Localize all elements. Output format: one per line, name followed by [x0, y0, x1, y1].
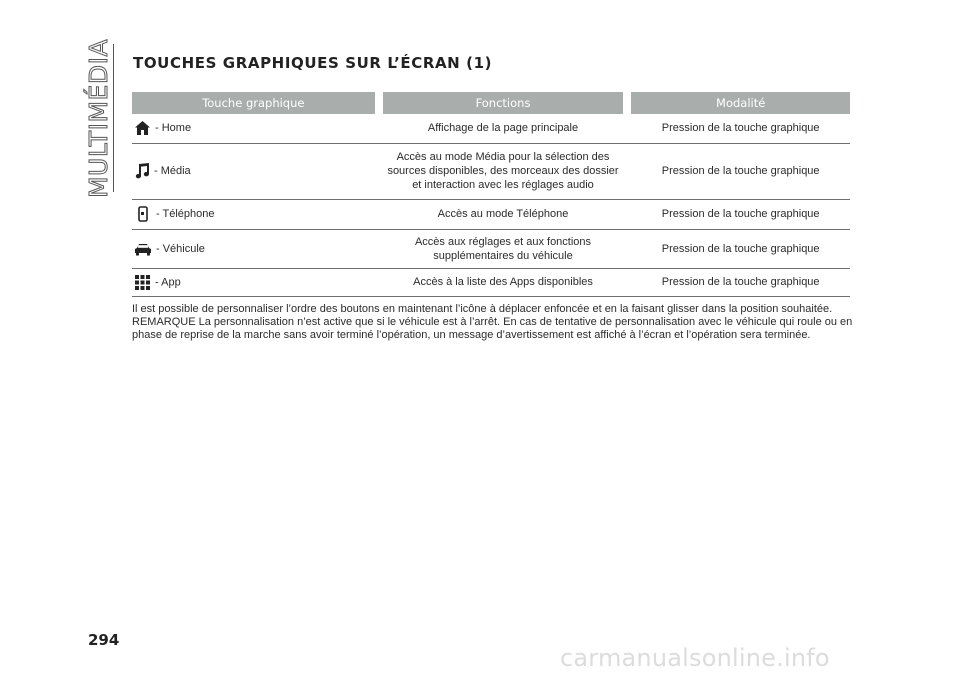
watermark: carmanualsonline.info [560, 644, 830, 672]
mode-cell: Pression de la touche graphique [631, 114, 850, 143]
table-row [132, 229, 850, 268]
mode-cell: Pression de la touche graphique [631, 199, 850, 229]
home-icon [134, 120, 151, 136]
function-cell: Accès au mode Téléphone [383, 199, 624, 229]
header-gap [623, 92, 631, 114]
notes [132, 303, 860, 342]
mode-cell: Pression de la touche graphique [631, 229, 850, 268]
function-cell: Accès aux réglages et aux fonctions supplémentaires du véhicule [383, 229, 624, 268]
section-divider [113, 44, 114, 192]
table-header-row [132, 92, 850, 114]
header-mode: Modalité [631, 92, 850, 114]
key-cell [132, 114, 375, 143]
header-graphic-key: Touche graphique [132, 92, 375, 114]
section-tab [82, 38, 116, 198]
page-number: 294 [88, 631, 120, 649]
function-cell: Accès à la liste des Apps disponibles [383, 268, 624, 296]
key-cell [132, 143, 375, 199]
section-tab-label: MULTIMÉDIA [84, 38, 114, 198]
table-row [132, 268, 850, 296]
graphic-keys-table [132, 92, 850, 297]
table-row [132, 143, 850, 199]
app-grid-icon [134, 274, 151, 291]
header-gap [375, 92, 383, 114]
phone-icon [134, 206, 152, 222]
car-icon [134, 242, 152, 256]
page-title: TOUCHES GRAPHIQUES SUR L’ÉCRAN (1) [133, 54, 493, 72]
function-cell: Accès au mode Média pour la sélection des sources disponibles, des morceaux des dossier et interaction avec les réglages audio [383, 143, 624, 199]
key-label: - Téléphone [156, 207, 215, 220]
mode-cell: Pression de la touche graphique [631, 143, 850, 199]
key-cell [132, 229, 375, 268]
mode-cell: Pression de la touche graphique [631, 268, 850, 296]
function-cell: Affichage de la page principale [383, 114, 624, 143]
remark-paragraph: REMARQUE La personnalisation n’est active que si le véhicule est à l’arrêt. En cas de tentative de personnalisation avec le véhicule qui roule ou en phase de reprise de la marche sans avoir terminé l’opération, un message d’avertissement est affiché à l’écran et l’opération sera terminée. [132, 316, 853, 341]
key-cell [132, 268, 375, 296]
key-label: - Média [154, 164, 191, 177]
key-label: - Home [155, 122, 192, 135]
note-paragraph: Il est possible de personnaliser l’ordre des boutons en maintenant l’icône à déplacer enfoncée et en la faisant glisser dans la position souhaitée. [132, 303, 833, 315]
music-note-icon [134, 162, 150, 180]
key-label: - App [155, 275, 181, 288]
table-row [132, 114, 850, 143]
key-cell [132, 199, 375, 229]
table-row [132, 199, 850, 229]
key-label: - Véhicule [156, 242, 205, 255]
header-functions: Fonctions [383, 92, 624, 114]
